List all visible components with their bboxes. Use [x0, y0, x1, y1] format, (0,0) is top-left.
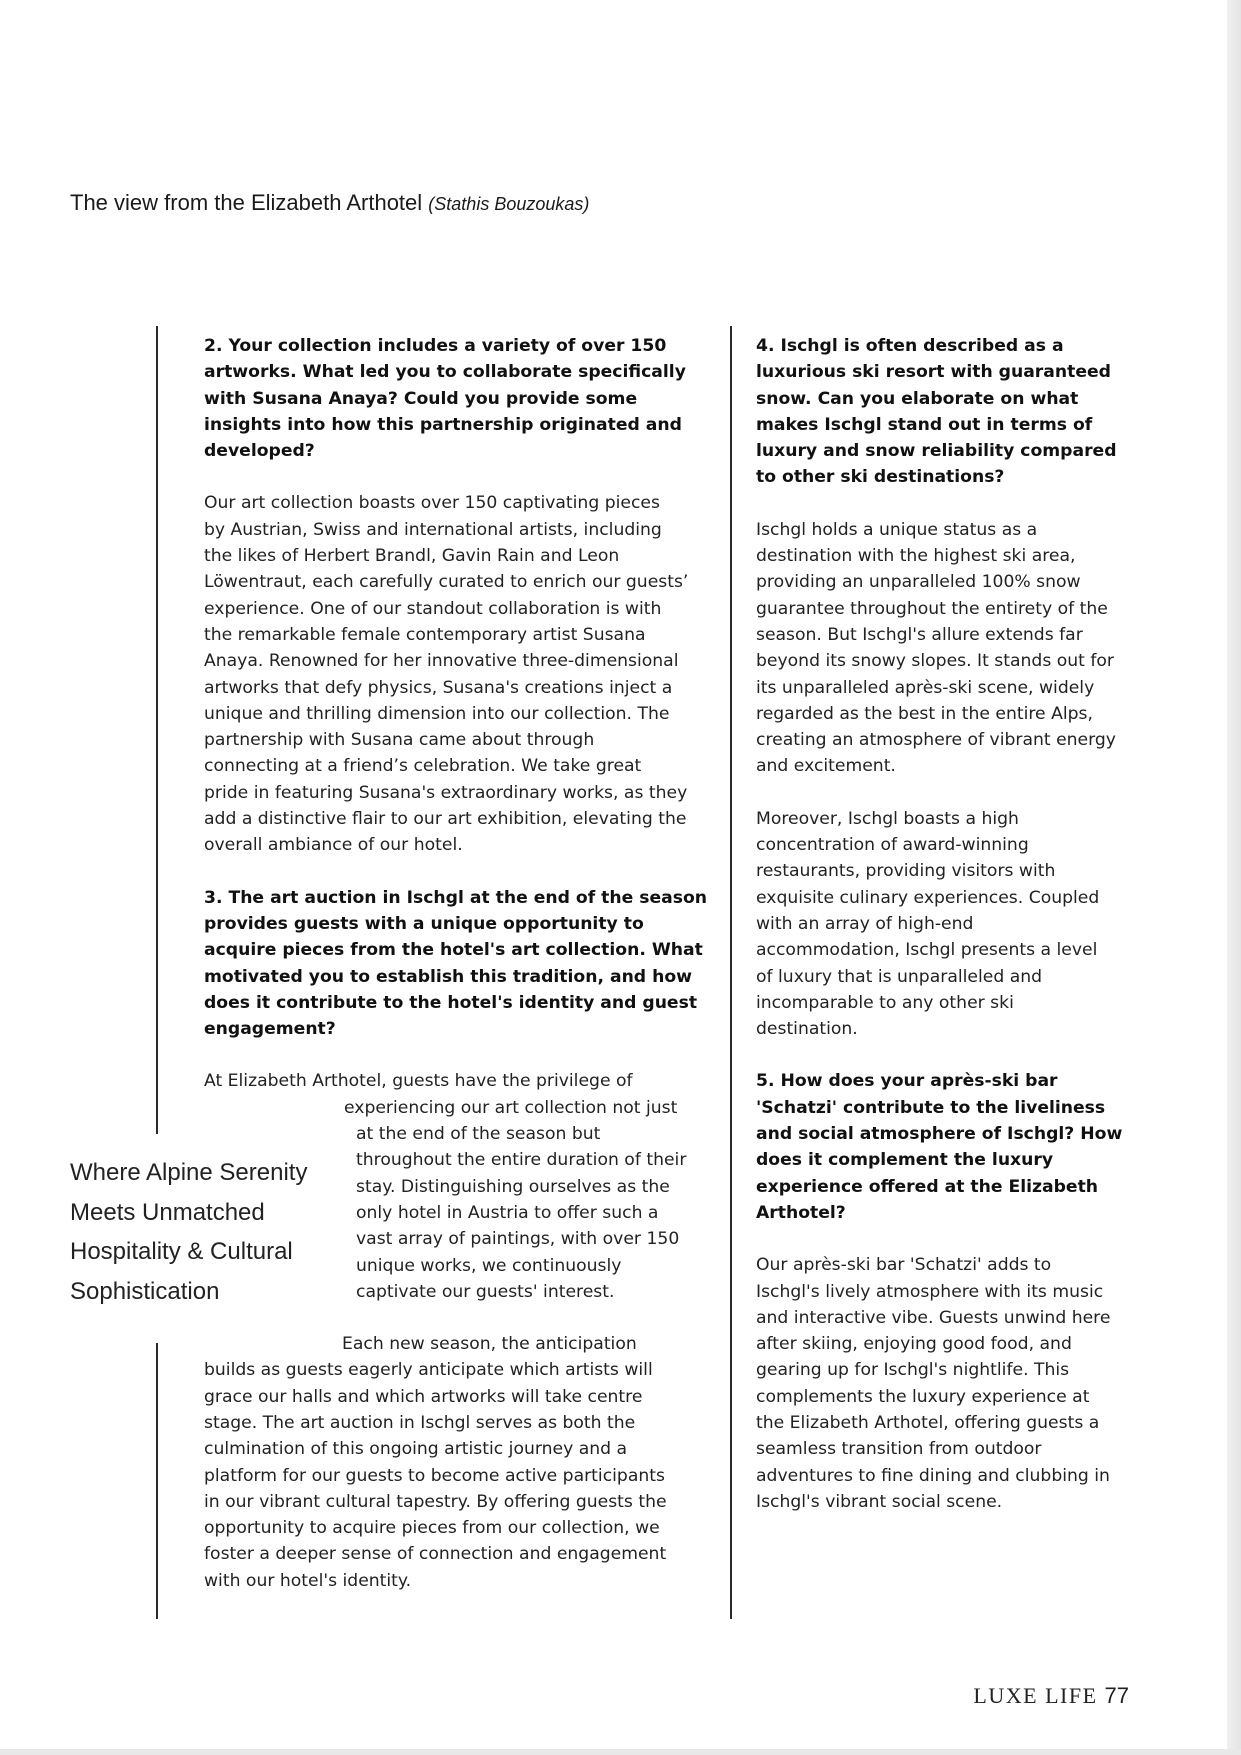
center-column-rule — [730, 326, 732, 1619]
left-column-rule-top — [156, 326, 158, 1134]
answer-5: Our après-ski bar 'Schatzi' adds to Ischgl's lively atmosphere with its music and interactive vibe. Guests unwind here after skiing, enjoying good food, and gearing up for Ischgl's nightlife. This complements the luxury experience at the Elizabeth Arthotel, offering guests a seamless transition from outdoor adventures to fine dining and clubbing in Ischgl's vibrant social scene. — [756, 1255, 1111, 1512]
answer-2: Our art collection boasts over 150 captivating pieces by Austrian, Swiss and international artists, including the likes of Herbert Brandl, Gavin Rain and Leon Löwentraut, each carefully curated to enrich our guests’ experience. One of our standout collaboration is with the remarkable female contemporary artist Susana Anaya. Renowned for her innovative three-dimensional artworks that defy physics, Susana's creations inject a unique and thrilling dimension into our collection. The partnership with Susana came about through connecting at a friend’s celebration. We take great pride in featuring Susana's extraordinary works, as they add a distinctive flair to our art exhibition, elevating the overall ambiance of our hotel. — [204, 493, 689, 856]
page-number: 77 — [1104, 1683, 1129, 1708]
answer-3-bottom: Each new season, the anticipation builds as guests eagerly anticipate which artists will grace our halls and which artworks will take centre stage. The art auction in Ischgl serves as both the culmination of this ongoing artistic journey and a platform for our guests to become active participants in our vibrant cultural tapestry. By offering guests the opportunity to acquire pieces from our collection, we foster a deeper sense of connection and engagement with our hotel's identity. — [204, 1334, 667, 1591]
page-footer — [973, 1683, 1129, 1709]
page-edge-shadow — [1227, 0, 1241, 1755]
answer-4-paragraph-1: Ischgl holds a unique status as a destination with the highest ski area, providing an unparalleled 100% snow guarantee throughout the entirety of the season. But Ischgl's allure extends far beyond its snowy slopes. It stands out for its unparalleled après-ski scene, widely regarded as the best in the entire Alps, creating an atmosphere of vibrant energy and excitement. — [756, 519, 1116, 777]
photo-caption — [70, 190, 589, 216]
pull-quote: Where Alpine Serenity Meets Unmatched Hospitality & Cultural Sophistication — [70, 1159, 308, 1305]
answer-3-top: At Elizabeth Arthotel, guests have the privilege of experiencing our art collection not just at the end of the season but throughout the entire duration of their stay. Distinguishing ourselves as the only hotel in Austria to offer such a vast array of paintings, with over 150 unique works, we continuously captivate our guests' interest. — [204, 1071, 687, 1302]
magazine-name: LUXE LIFE — [973, 1683, 1098, 1708]
left-column-rule-bottom — [156, 1343, 158, 1619]
caption-credit: (Stathis Bouzoukas) — [428, 194, 590, 214]
right-column — [756, 333, 1156, 1515]
caption-text: The view from the Elizabeth Arthotel — [70, 190, 423, 215]
question-4: 4. Ischgl is often described as a luxurious ski resort with guaranteed snow. Can you elaborate on what makes Ischgl stand out in terms of luxury and snow reliability compared to other ski destinations? — [756, 336, 1117, 488]
question-3: 3. The art auction in Ischgl at the end of the season provides guests with a unique opportunity to acquire pieces from the hotel's art collection. What motivated you to establish this tradition, and how does it contribute to the hotel's identity and guest engagement? — [204, 887, 708, 1040]
page-bottom-edge — [0, 1749, 1241, 1755]
question-2: 2. Your collection includes a variety of over 150 artworks. What led you to collaborate specifically with Susana Anaya? Could you provide some insights into how this partnership originated and developed? — [204, 336, 686, 462]
answer-4-paragraph-2: Moreover, Ischgl boasts a high concentration of award-winning restaurants, providing visitors with exquisite culinary experiences. Coupled with an array of high-end accommodation, Ischgl presents a level of luxury that is unparalleled and incomparable to any other ski destination. — [756, 808, 1100, 1040]
left-column — [204, 333, 724, 1594]
question-5: 5. How does your après-ski bar 'Schatzi' contribute to the liveliness and social atmosphere of Ischgl? How does it complement the luxury experience offered at the Elizabeth Arthotel? — [756, 1071, 1123, 1223]
